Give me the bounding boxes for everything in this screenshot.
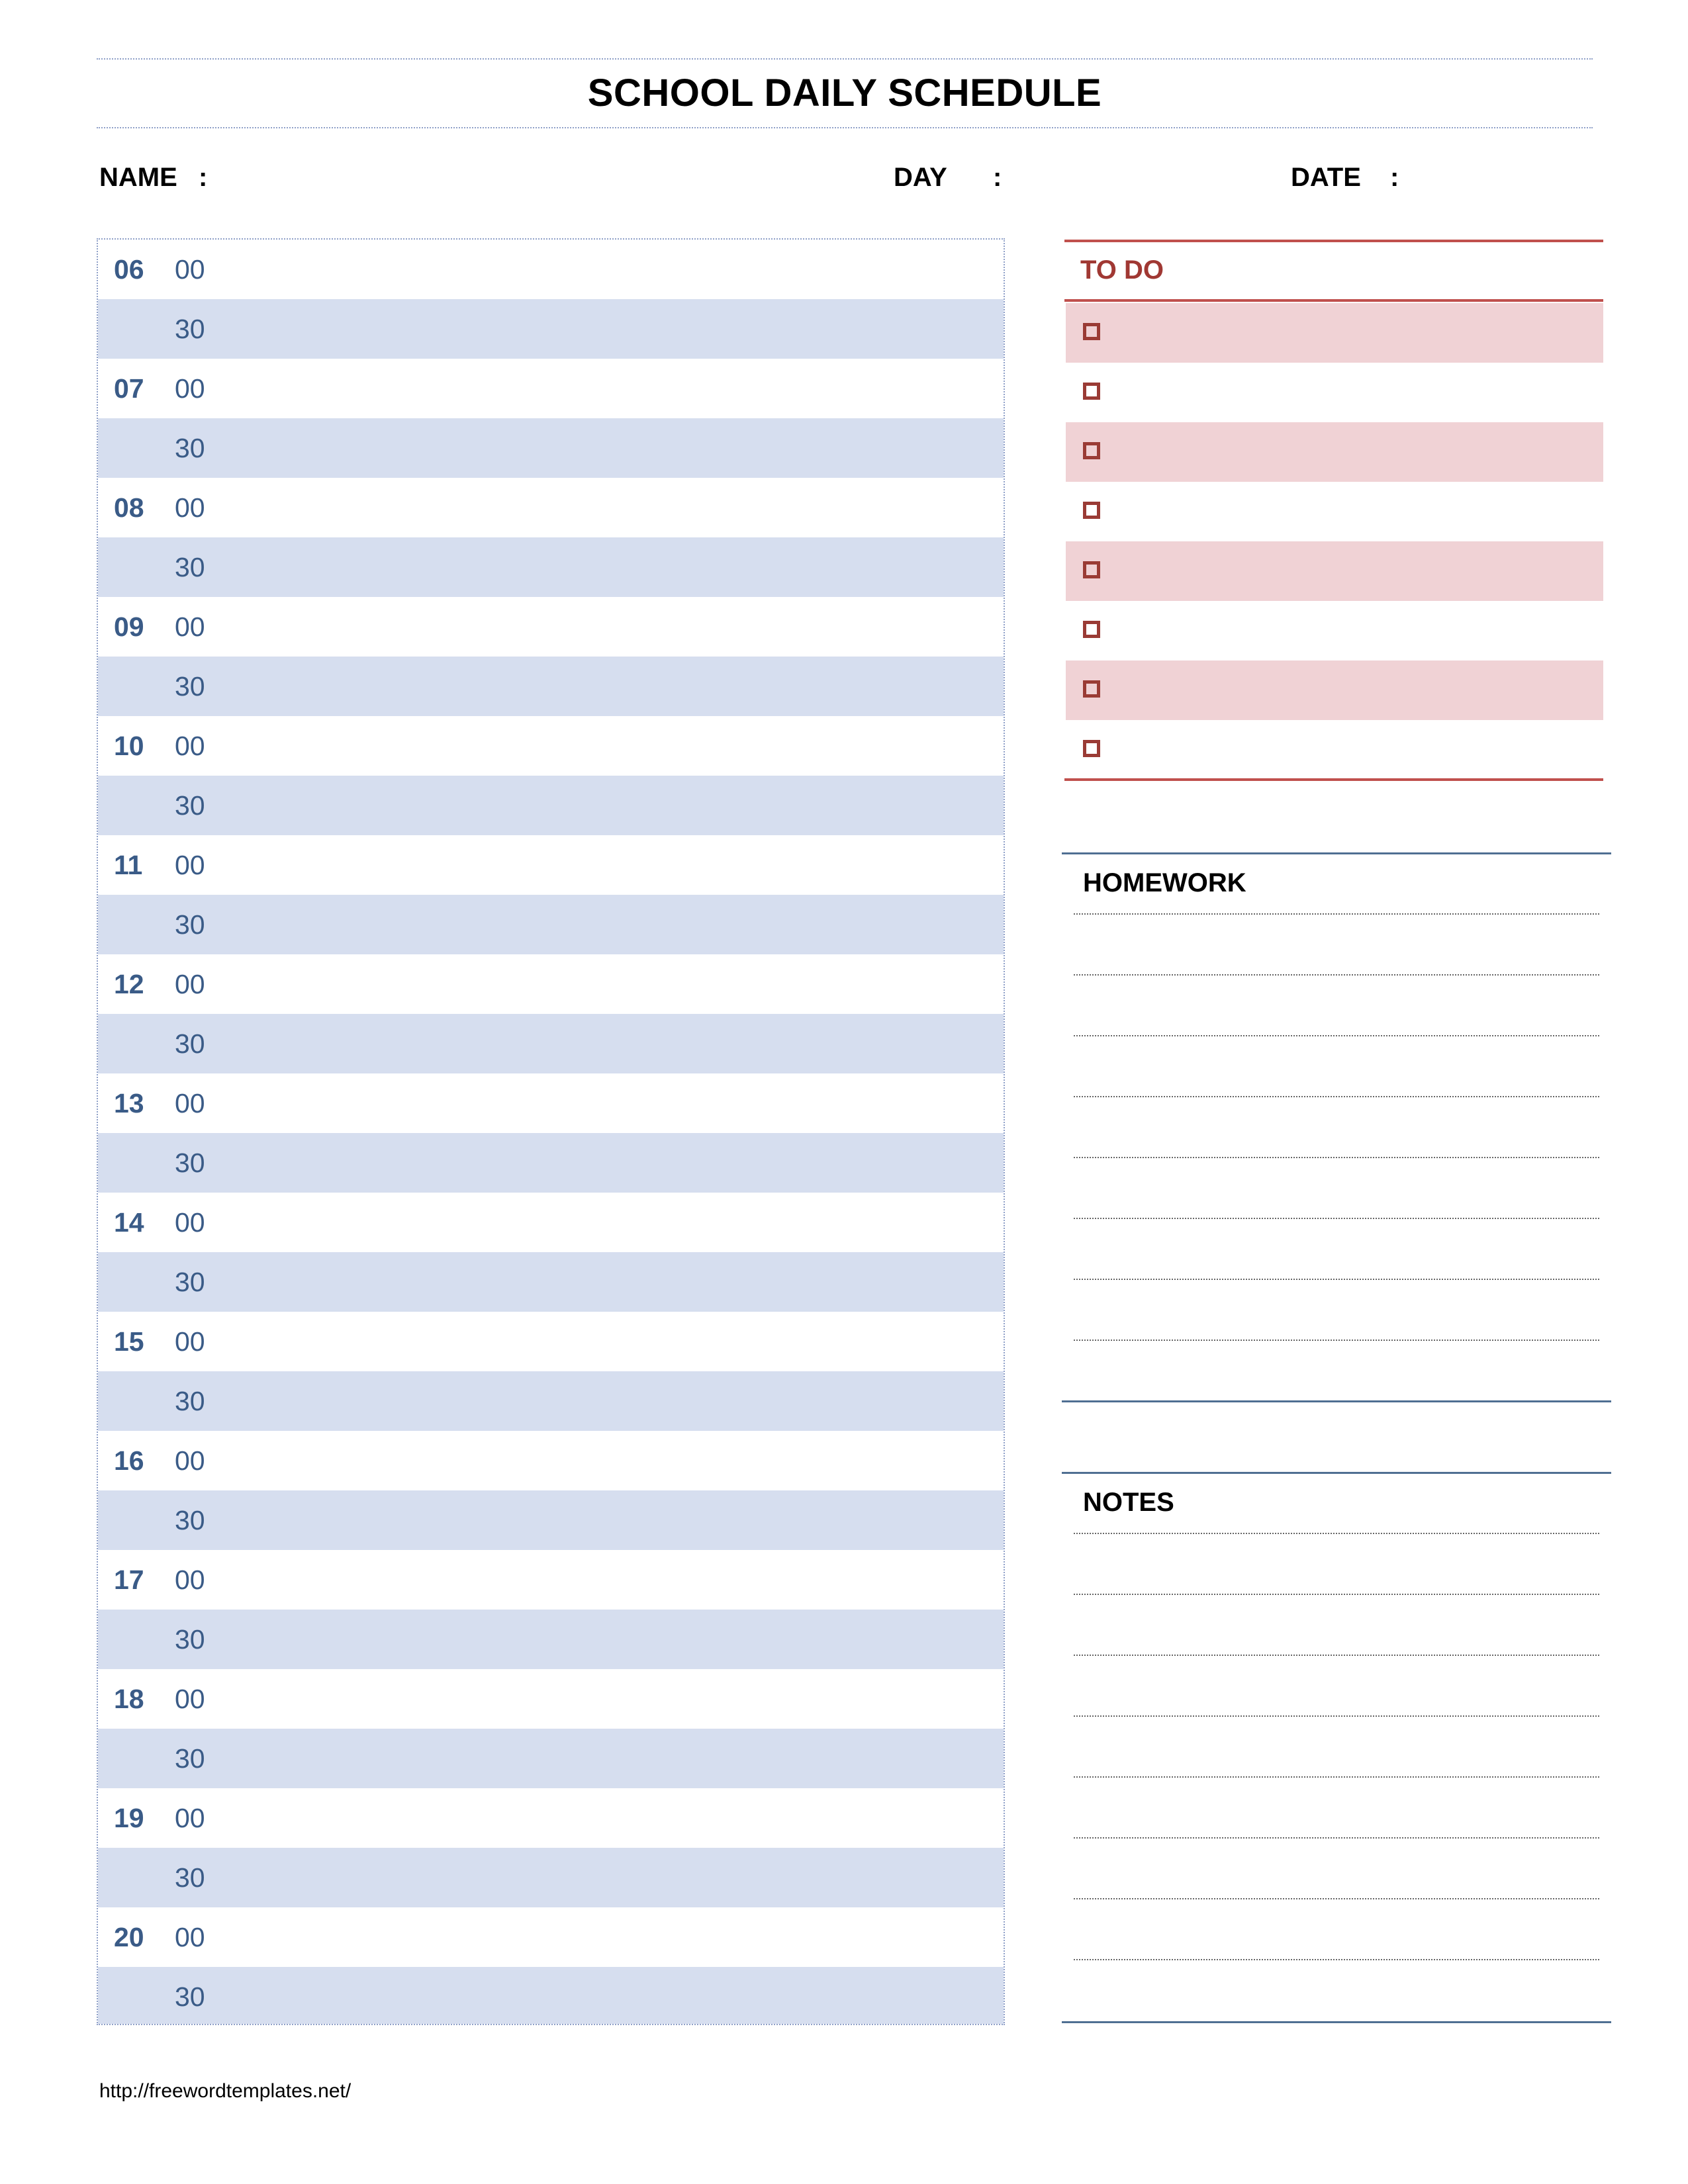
todo-checkbox[interactable] (1083, 561, 1100, 578)
homework-title: HOMEWORK (1083, 868, 1246, 897)
minute-label: 30 (175, 314, 205, 344)
todo-checkbox[interactable] (1083, 740, 1100, 757)
todo-checkbox[interactable] (1083, 442, 1100, 459)
homework-line[interactable] (1074, 1218, 1599, 1219)
schedule-slot[interactable] (98, 359, 1004, 418)
minute-label: 30 (175, 1862, 205, 1893)
todo-checkbox[interactable] (1083, 621, 1100, 638)
todo-item[interactable] (1066, 482, 1603, 541)
minute-label: 30 (175, 433, 205, 463)
notes-line[interactable] (1074, 1776, 1599, 1778)
homework-line[interactable] (1074, 1035, 1599, 1036)
minute-label: 30 (175, 790, 205, 821)
day-separator: : (993, 163, 1002, 192)
minute-label: 00 (175, 1207, 205, 1238)
minute-label: 00 (175, 254, 205, 285)
hour-label: 12 (114, 969, 144, 999)
todo-top-rule (1064, 240, 1603, 242)
date-separator: : (1390, 163, 1399, 192)
minute-label: 00 (175, 492, 205, 523)
minute-label: 30 (175, 1981, 205, 2012)
todo-item[interactable] (1066, 720, 1603, 780)
minute-label: 30 (175, 1624, 205, 1655)
schedule-slot[interactable] (98, 1907, 1004, 1967)
notes-bottom-rule (1062, 2021, 1611, 2023)
date-label: DATE (1291, 163, 1361, 192)
hour-label: 17 (114, 1565, 144, 1595)
minute-label: 00 (175, 1445, 205, 1476)
schedule-slot[interactable] (98, 1788, 1004, 1848)
todo-item[interactable] (1066, 601, 1603, 660)
schedule-slot[interactable] (98, 1014, 1004, 1073)
hour-label: 18 (114, 1684, 144, 1714)
name-separator: : (199, 163, 208, 192)
minute-label: 00 (175, 1326, 205, 1357)
schedule-slot[interactable] (98, 1371, 1004, 1431)
notes-line[interactable] (1074, 1533, 1599, 1534)
schedule-slot[interactable] (98, 1073, 1004, 1133)
todo-item[interactable] (1066, 422, 1603, 482)
hour-label: 07 (114, 373, 144, 404)
schedule-slot[interactable] (98, 418, 1004, 478)
name-field[interactable] (225, 158, 847, 197)
schedule-slot[interactable] (98, 895, 1004, 954)
schedule-slot[interactable] (98, 537, 1004, 597)
minute-label: 00 (175, 1922, 205, 1952)
schedule-slot[interactable] (98, 776, 1004, 835)
schedule-slot[interactable] (98, 1669, 1004, 1729)
todo-bottom-rule (1064, 778, 1603, 781)
homework-line[interactable] (1074, 1340, 1599, 1341)
footer-url[interactable]: http://freewordtemplates.net/ (99, 2080, 352, 2102)
notes-title: NOTES (1083, 1488, 1174, 1517)
hour-label: 11 (114, 850, 143, 880)
minute-label: 00 (175, 731, 205, 761)
title-bottom-rule (97, 127, 1593, 128)
todo-header-rule (1064, 299, 1603, 302)
schedule-slot[interactable] (98, 1431, 1004, 1490)
minute-label: 00 (175, 373, 205, 404)
schedule-slot[interactable] (98, 1252, 1004, 1312)
schedule-slot[interactable] (98, 1133, 1004, 1193)
notes-line[interactable] (1074, 1594, 1599, 1595)
minute-label: 00 (175, 1803, 205, 1833)
schedule-slot[interactable] (98, 1729, 1004, 1788)
schedule-slot[interactable] (98, 478, 1004, 537)
minute-label: 30 (175, 1386, 205, 1416)
hour-label: 20 (114, 1922, 144, 1952)
minute-label: 30 (175, 1028, 205, 1059)
notes-line[interactable] (1074, 1715, 1599, 1717)
schedule-slot[interactable] (98, 1193, 1004, 1252)
minute-label: 30 (175, 1743, 205, 1774)
date-field[interactable] (1417, 158, 1589, 197)
minute-label: 30 (175, 671, 205, 702)
hour-label: 19 (114, 1803, 144, 1833)
todo-checkbox[interactable] (1083, 502, 1100, 519)
schedule-slot[interactable] (98, 716, 1004, 776)
minute-label: 30 (175, 909, 205, 940)
minute-label: 00 (175, 969, 205, 999)
minute-label: 00 (175, 1565, 205, 1595)
homework-line[interactable] (1074, 1096, 1599, 1097)
schedule-slot[interactable] (98, 1848, 1004, 1907)
hour-label: 08 (114, 492, 144, 523)
page-title: SCHOOL DAILY SCHEDULE (587, 71, 1102, 114)
minute-label: 00 (175, 1684, 205, 1714)
homework-line[interactable] (1074, 974, 1599, 976)
minute-label: 00 (175, 850, 205, 880)
hour-label: 06 (114, 254, 144, 285)
schedule-slot[interactable] (98, 1490, 1004, 1550)
minute-label: 00 (175, 612, 205, 642)
schedule-slot[interactable] (98, 954, 1004, 1014)
homework-top-rule (1062, 852, 1611, 854)
schedule-slot[interactable] (98, 1967, 1004, 2025)
day-label: DAY (894, 163, 947, 192)
homework-panel (1062, 852, 1611, 1403)
hour-label: 15 (114, 1326, 144, 1357)
schedule-slot[interactable] (98, 657, 1004, 716)
notes-top-rule (1062, 1472, 1611, 1474)
hour-label: 10 (114, 731, 144, 761)
notes-panel (1062, 1472, 1611, 2025)
schedule-slot[interactable] (98, 1312, 1004, 1371)
schedule-slot[interactable] (98, 835, 1004, 895)
todo-checkbox[interactable] (1083, 383, 1100, 400)
todo-item[interactable] (1066, 541, 1603, 601)
minute-label: 00 (175, 1088, 205, 1118)
hour-label: 13 (114, 1088, 144, 1118)
schedule-slot[interactable] (98, 1550, 1004, 1610)
minute-label: 30 (175, 1267, 205, 1297)
hour-label: 09 (114, 612, 144, 642)
minute-label: 30 (175, 1148, 205, 1178)
homework-line[interactable] (1074, 1279, 1599, 1280)
homework-line[interactable] (1074, 1157, 1599, 1158)
name-label: NAME (99, 163, 177, 192)
todo-checkbox[interactable] (1083, 680, 1100, 698)
homework-line[interactable] (1074, 913, 1599, 915)
schedule-slot[interactable] (98, 597, 1004, 657)
homework-bottom-rule (1062, 1400, 1611, 1402)
todo-item[interactable] (1066, 303, 1603, 363)
hour-label: 16 (114, 1445, 144, 1476)
minute-label: 30 (175, 552, 205, 582)
todo-item[interactable] (1066, 660, 1603, 720)
schedule-slot[interactable] (98, 1610, 1004, 1669)
notes-line[interactable] (1074, 1655, 1599, 1656)
minute-label: 30 (175, 1505, 205, 1535)
title-top-rule (97, 58, 1593, 60)
day-field[interactable] (1019, 158, 1271, 197)
todo-title: TO DO (1080, 255, 1164, 285)
todo-item[interactable] (1066, 363, 1603, 422)
schedule-slot[interactable] (98, 240, 1004, 299)
hour-label: 14 (114, 1207, 144, 1238)
notes-line[interactable] (1074, 1837, 1599, 1839)
schedule-slot[interactable] (98, 299, 1004, 359)
schedule-table (97, 238, 1005, 2025)
todo-checkbox[interactable] (1083, 323, 1100, 340)
notes-line[interactable] (1074, 1898, 1599, 1899)
notes-line[interactable] (1074, 1959, 1599, 1960)
